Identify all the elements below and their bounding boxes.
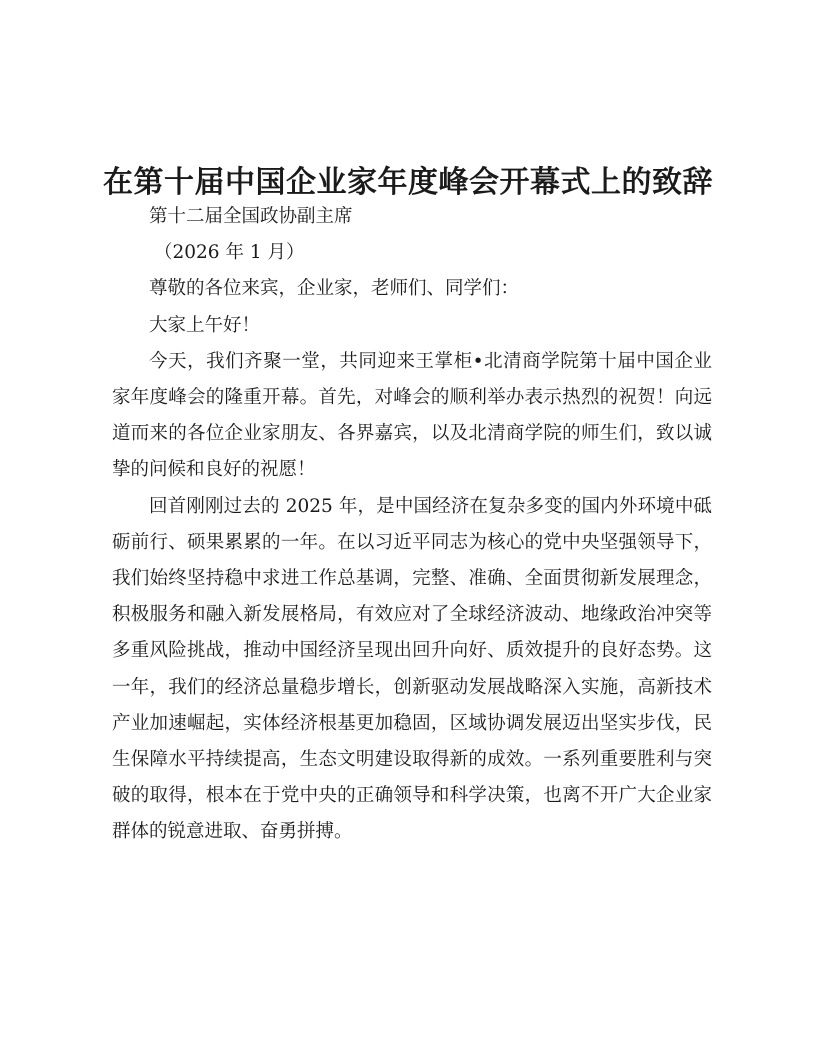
date-line: （2026 年 1 月） <box>154 242 305 264</box>
greeting: 大家上午好！ <box>149 314 261 336</box>
document-body <box>112 199 712 851</box>
salutation: 尊敬的各位来宾，企业家，老师们、同学们： <box>149 278 520 300</box>
author-line: 第十二届全国政协副主席 <box>149 206 353 227</box>
paragraph-review-2025: 回首刚刚过去的 2025 年，是中国经济在复杂多变的国内外环境中砥砺前行、硕果累累的一年。在以习近平同志为核心的党中央坚强领导下，我们始终坚持稳中求进工作总基调，完整、准确、全面贯彻新发展理念，积极服务和融入新发展格局，有效应对了全球经济波动、地缘政治冲突等多重风险挑战，推动中国经济呈现出回升向好、质效提升的良好态势。这一年，我们的经济总量稳步增长，创新驱动发展战略深入实施，高新技术产业加速崛起，实体经济根基更加稳固，区域协调发展迈出坚实步伐，民生保障水平持续提高，生态文明建设取得新的成效。一系列重要胜利与突破的取得，根本在于党中央的正确领导和科学决策，也离不开广大企业家群体的锐意进取、奋勇拼搏。 <box>112 495 712 843</box>
paragraph-opening: 今天，我们齐聚一堂，共同迎来王掌柜•北清商学院第十届中国企业家年度峰会的隆重开幕。首先，对峰会的顺利举办表示热烈的祝贺！向远道而来的各位企业家朋友、各界嘉宾，以及北清商学院的师生们，致以诚挚的问候和良好的祝愿！ <box>112 350 712 481</box>
document-title: 在第十届中国企业家年度峰会开幕式上的致辞 <box>103 165 713 201</box>
